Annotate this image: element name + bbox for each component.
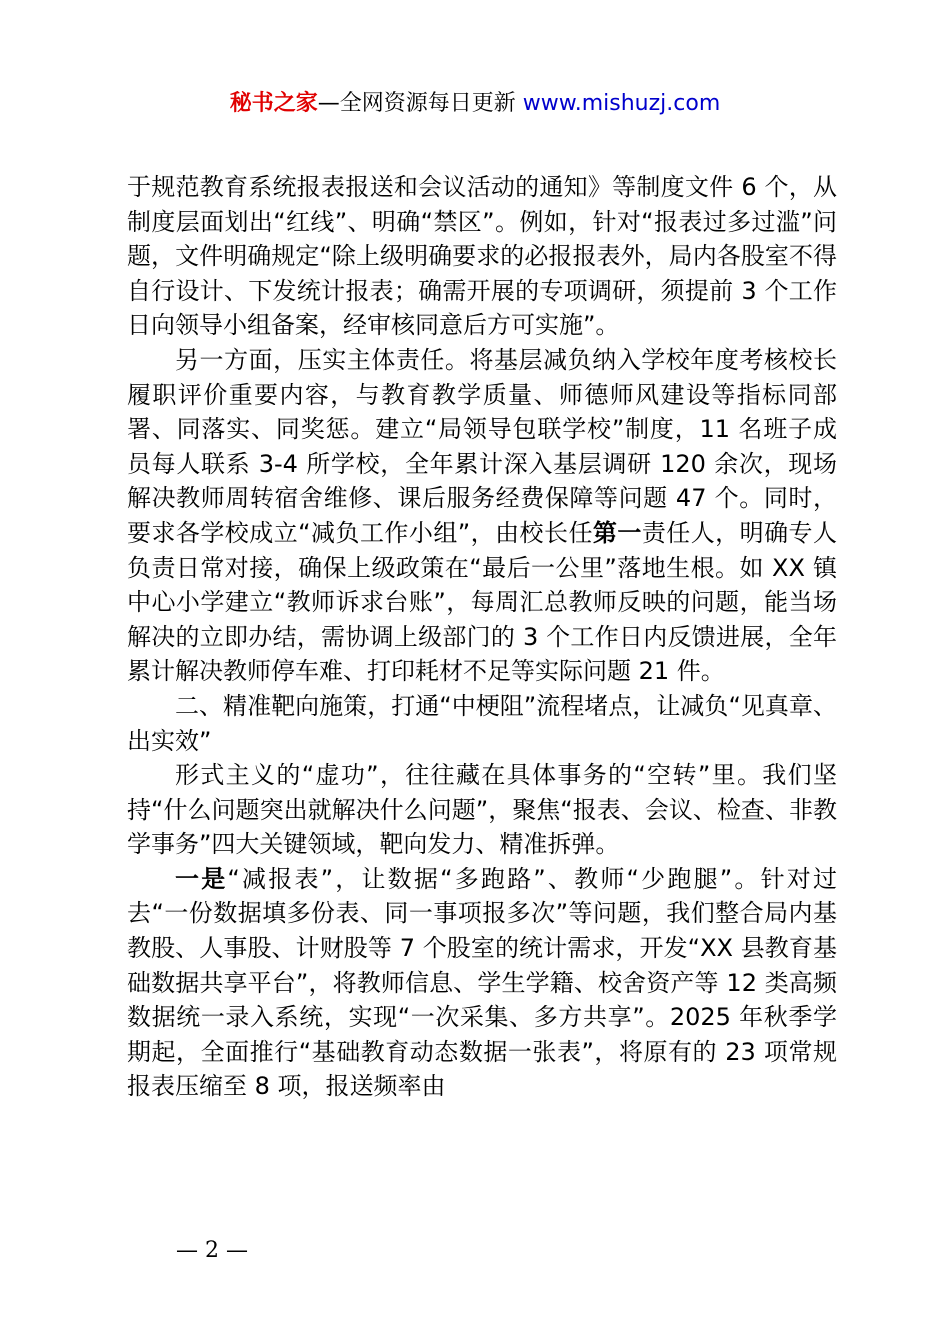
brand-name: 秘书之家 bbox=[229, 91, 318, 116]
page-number: — 2 — bbox=[176, 1238, 248, 1263]
paragraph-2-text-b: 责任人，明确专人负责日常对接，确保上级政策在“最后一公里”落地生根。如 XX 镇中心小学建立“教师诉求台账”，每周汇总教师反映的问题，能当场解决的立即办结，需协调上级部门的 3 个工作日内反馈进展，全年累计解决教师停车难、打印耗材不足等实际问题 21 件。 bbox=[127, 518, 837, 686]
paragraph-1: 于规范教育系统报表报送和会议活动的通知》等制度文件 6 个，从制度层面划出“红线”、明确“禁区”。例如，针对“报表过多过滥”问题，文件明确规定“除上级明确要求的必报报表外，局内各股室不得自行设计、下发统计报表；确需开展的专项调研，须提前 3 个工作日向领导小组备案，经审核同意后方可实施”。 bbox=[127, 173, 837, 340]
paragraph-2-bold: 第一 bbox=[592, 518, 642, 547]
paragraph-5 bbox=[127, 862, 837, 1104]
paragraph-5-text: “减报表”，让数据“多跑路”、教师“少跑腿”。针对过去“一份数据填多份表、同一事项报多次”等问题，我们整合局内基教股、人事股、计财股等 7 个股室的统计需求，开发“XX 县教育基础数据共享平台”，将教师信息、学生学籍、校舍资产等 12 类高频数据统一录入系统，实现“一次采集、多方共享”。2025 年秋季学期起，全面推行“基础教育动态数据一张表”，将原有的 23 项常规报表压缩至 8 项，报送频率由 bbox=[127, 864, 837, 1101]
paragraph-4: 形式主义的“虚功”，往往藏在具体事务的“空转”里。我们坚持“什么问题突出就解决什么问题”，聚焦“报表、会议、检查、非教学事务”四大关键领域，靶向发力、精准拆弹。 bbox=[127, 761, 837, 859]
paragraph-5-lead: 一是 bbox=[175, 864, 228, 893]
site-url-link[interactable]: www.mishuzj.com bbox=[522, 91, 721, 116]
paragraph-2 bbox=[127, 343, 837, 689]
site-header bbox=[0, 88, 950, 120]
header-tagline: —全网资源每日更新 bbox=[317, 91, 523, 116]
document-body bbox=[127, 170, 837, 1104]
section-heading: 二、精准靶向施策，打通“中梗阻”流程堵点，让减负“见真章、出实效” bbox=[127, 691, 837, 755]
paragraph-2-text-a: 另一方面，压实主体责任。将基层减负纳入学校年度考核校长履职评价重要内容，与教育教学质量、师德师风建设等指标同部署、同落实、同奖惩。建立“局领导包联学校”制度，11 名班子成员每人联系 3-4 所学校，全年累计深入基层调研 120 余次，现场解决教师周转宿舍维修、课后服务经费保障等问题 47 个。同时，要求各学校成立“减负工作小组”，由校长任 bbox=[127, 345, 837, 547]
